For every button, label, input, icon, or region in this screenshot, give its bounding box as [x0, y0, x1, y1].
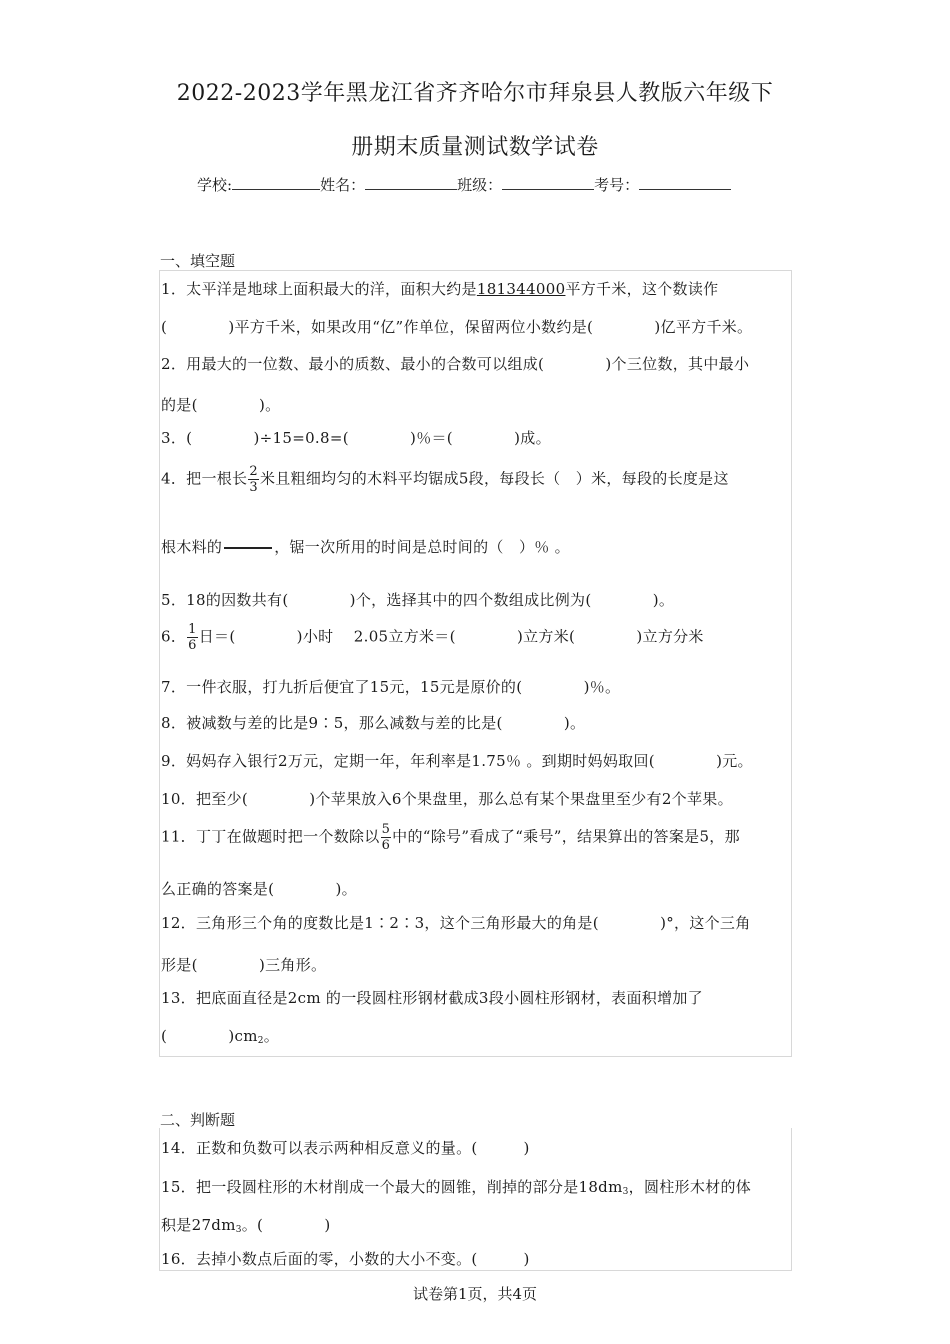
question-11-line2: 么正确的答案是( )。 — [161, 880, 357, 898]
q11-text-b: 中的“除号”看成了“乘号”，结果算出的答案是5，那 — [392, 827, 740, 846]
q4-text-c: 根木料的 — [161, 538, 223, 556]
page-footer: 试卷第1页，共4页 — [412, 1285, 538, 1303]
q4-answer-line — [224, 547, 272, 549]
q4-text-a: 4．把一根长 — [161, 469, 248, 488]
q15-subscript: 3 — [622, 1187, 629, 1197]
q15-text-c: 积是27dm — [161, 1216, 236, 1234]
question-4-line1 — [161, 464, 729, 495]
question-12-line2: 形是( )三角形。 — [161, 956, 327, 974]
section1-box — [159, 270, 792, 1057]
exam-title-line2: 册期末质量测试数学试卷 — [351, 135, 599, 160]
question-15-line2 — [161, 1214, 331, 1235]
question-11-line1 — [161, 822, 740, 853]
q15-text-d: 。( ) — [241, 1216, 331, 1234]
q11-fraction — [381, 822, 392, 853]
name-blank[interactable] — [365, 175, 457, 190]
name-label: 姓名： — [320, 176, 366, 194]
question-5: 5．18的因数共有( )个，选择其中的四个数组成比例为( )。 — [161, 591, 675, 609]
question-2-line2: 的是( )。 — [161, 396, 281, 414]
section2-heading: 二、判断题 — [160, 1111, 236, 1129]
question-13-line2 — [161, 1025, 279, 1046]
q6-fraction-numerator: 1 — [188, 622, 197, 637]
q13-text-b: 。 — [263, 1027, 280, 1045]
question-7: 7．一件衣服，打九折后便宜了15元，15元是原价的( )％。 — [161, 678, 621, 696]
question-6 — [161, 622, 704, 653]
question-13-line1: 13．把底面直径是2cm 的一段圆柱形钢材截成3段小圆柱形钢材，表面积增加了 — [161, 989, 703, 1007]
school-label: 学校: — [197, 176, 233, 194]
q6-text-b: 日＝( )小时 2.05立方米＝( )立方米( )立方分米 — [198, 627, 704, 646]
question-15-line1 — [161, 1176, 751, 1197]
question-2-line1: 2．用最大的一位数、最小的质数、最小的合数可以组成( )个三位数，其中最小 — [161, 355, 750, 373]
q15-text-a: 15．把一段圆柱形的木材削成一个最大的圆锥，削掉的部分是18dm — [161, 1178, 623, 1196]
q6-fraction — [187, 622, 198, 653]
q4-text-d: ，锯一次所用的时间是总时间的（ ）％ 。 — [274, 538, 570, 556]
school-blank[interactable] — [232, 175, 320, 190]
class-label: 班级： — [457, 176, 503, 194]
q15-text-b: ，圆柱形木材的体 — [628, 1178, 752, 1196]
q4-fraction-denominator: 3 — [249, 480, 258, 495]
section1-heading: 一、填空题 — [160, 252, 236, 270]
question-16: 16．去掉小数点后面的零，小数的大小不变。( ) — [161, 1250, 530, 1268]
question-3: 3．( )÷15=0.8=( )％＝( )成。 — [161, 429, 551, 447]
question-8: 8．被减数与差的比是9∶5，那么减数与差的比是( )。 — [161, 714, 586, 732]
question-14: 14．正数和负数可以表示两种相反意义的量。( ) — [161, 1139, 530, 1157]
q13-text-a: ( )cm — [161, 1027, 258, 1045]
q4-fraction-numerator: 2 — [249, 464, 258, 479]
q11-text-a: 11．丁丁在做题时把一个数除以 — [161, 827, 380, 846]
q1-number: 181344000 — [476, 280, 566, 298]
q6-text-a: 6． — [161, 627, 187, 646]
q1-text-a: 1．太平洋是地球上面积最大的洋，面积大约是 — [161, 280, 477, 298]
exam-number-blank[interactable] — [639, 175, 731, 190]
question-12-line1: 12．三角形三个角的度数比是1∶2∶3，这个三角形最大的角是( )°，这个三角 — [161, 914, 751, 932]
question-4-line2 — [161, 536, 570, 557]
question-1-line2: ( )平方千米，如果改用“亿”作单位，保留两位小数约是( )亿平方千米。 — [161, 318, 753, 336]
q4-fraction — [248, 464, 259, 495]
question-1-line1 — [161, 278, 718, 299]
q11-fraction-denominator: 6 — [381, 838, 391, 853]
question-10: 10．把至少( )个苹果放入6个果盘里，那么总有某个果盘里至少有2个苹果。 — [161, 790, 733, 808]
class-blank[interactable] — [502, 175, 594, 190]
question-9: 9．妈妈存入银行2万元，定期一年，年利率是1.75％ 。到期时妈妈取回( )元。 — [161, 752, 753, 770]
student-info-row — [197, 174, 731, 195]
q6-fraction-denominator: 6 — [188, 638, 197, 653]
q1-text-b: 平方千米，这个数读作 — [565, 280, 719, 298]
exam-title-line1: 2022-2023学年黑龙江省齐齐哈尔市拜泉县人教版六年级下 — [176, 81, 774, 106]
q13-subscript: 2 — [257, 1036, 264, 1046]
q11-fraction-numerator: 5 — [381, 822, 391, 837]
exam-number-label: 考号： — [594, 176, 640, 194]
q4-text-b: 米且粗细均匀的木料平均锯成5段，每段长（ ）米，每段的长度是这 — [259, 469, 729, 488]
q15-subscript2: 3 — [235, 1225, 242, 1235]
